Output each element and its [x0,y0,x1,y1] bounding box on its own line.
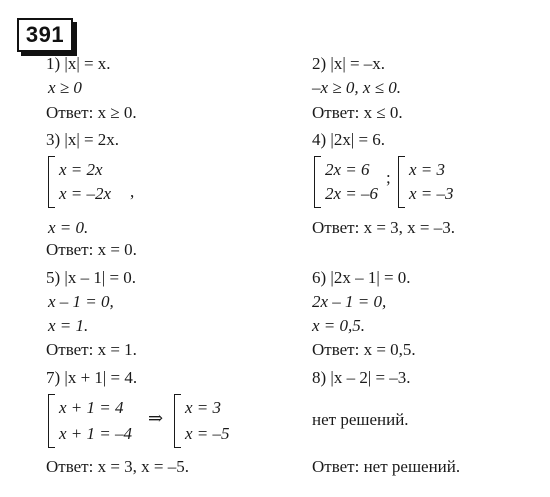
p7-system-a-row-2: x + 1 = –4 [59,424,132,443]
p4-system-b [398,156,468,206]
p7-system-b [174,394,254,446]
p7-system-a-bracket [48,394,55,448]
p4-system-a-row-1: 2x = 6 [325,160,370,179]
p8-equation: 8) |x – 2| = –3. [312,368,411,387]
p6-equation: 6) |2x – 1| = 0. [312,268,411,287]
p3-answer: Ответ: x = 0. [46,240,137,259]
p5-step-1: x – 1 = 0, [48,292,114,311]
p4-system-b-row-1: x = 3 [409,160,446,179]
p3-solution: x = 0. [48,218,89,237]
p8-answer: Ответ: нет решений. [312,457,461,476]
p3-system-row-1: x = 2x [59,160,103,179]
p5-step-2: x = 1. [48,316,89,335]
p7-system-b-row-2: x = –5 [185,424,230,443]
p2-equation: 2) |x| = –x. [312,54,386,73]
p3-system-row-2: x = –2x [59,184,112,203]
p1-equation: 1) |x| = x. [46,54,111,73]
p6-step-2: x = 0,5. [312,316,366,335]
p6-step-1: 2x – 1 = 0, [312,292,387,311]
p7-system-a [48,394,150,446]
p4-system-a [314,156,390,206]
p2-condition: –x ≥ 0, x ≤ 0. [312,78,402,97]
p3-system-comma: , [130,182,135,201]
p7-system-b-bracket [174,394,181,448]
p4-system-a-bracket [314,156,321,208]
p1-answer: Ответ: x ≥ 0. [46,103,137,122]
p1-condition: x ≥ 0 [48,78,82,97]
p4-separator: ; [386,168,391,187]
p8-no-solutions: нет решений. [312,410,409,429]
p3-equation: 3) |x| = 2x. [46,130,120,149]
p5-answer: Ответ: x = 1. [46,340,137,359]
p4-system-b-row-2: x = –3 [409,184,454,203]
p6-answer: Ответ: x = 0,5. [312,340,416,359]
p2-answer: Ответ: x ≤ 0. [312,103,403,122]
p7-system-a-row-1: x + 1 = 4 [59,398,124,417]
p7-system-b-row-1: x = 3 [185,398,222,417]
p3-system-bracket [48,156,55,208]
p4-system-a-row-2: 2x = –6 [325,184,379,203]
p4-answer: Ответ: x = 3, x = –3. [312,218,456,237]
p7-equation: 7) |x + 1| = 4. [46,368,138,387]
exercise-number-badge: 391 [17,18,73,52]
p4-equation: 4) |2x| = 6. [312,130,386,149]
p5-equation: 5) |x – 1| = 0. [46,268,137,287]
p7-implies-arrow: ⇒ [148,408,164,428]
p7-answer: Ответ: x = 3, x = –5. [46,457,190,476]
p4-system-b-bracket [398,156,405,208]
